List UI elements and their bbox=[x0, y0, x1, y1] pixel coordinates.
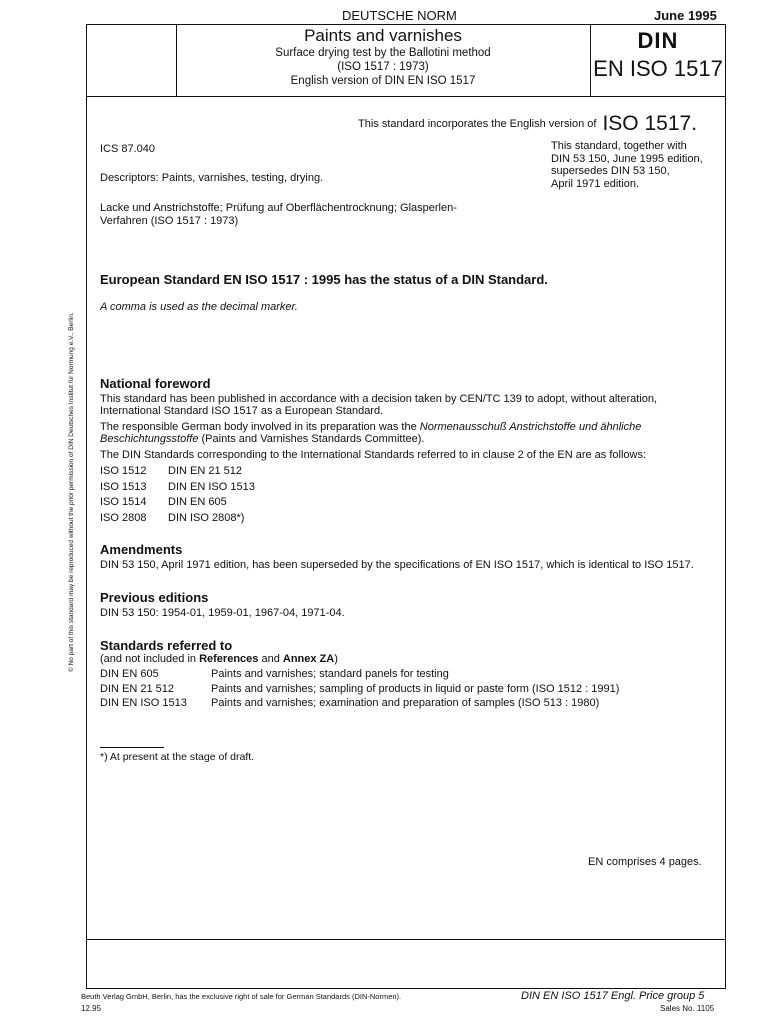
din-cell: DIN EN ISO 1513 bbox=[168, 480, 255, 493]
supersedes-line: This standard, together with bbox=[551, 140, 687, 152]
print-date: 12.95 bbox=[81, 1004, 102, 1013]
section-heading: Amendments bbox=[100, 542, 183, 557]
paragraph: DIN 53 150: 1954-01, 1959-01, 1967-04, 1971-04. bbox=[100, 606, 345, 619]
publisher-note: Beuth Verlag GmbH, Berlin, has the exclusive right of sale for German Standards (DIN-Normen). bbox=[81, 992, 402, 1001]
text-run: The responsible German body involved in its preparation was the bbox=[100, 420, 420, 433]
text-run: Annex ZA bbox=[282, 652, 335, 665]
header-divider bbox=[86, 96, 726, 97]
ics-code: ICS 87.040 bbox=[100, 143, 156, 155]
bottom-divider bbox=[86, 939, 726, 940]
table-row bbox=[100, 683, 712, 696]
page-count-note: EN comprises 4 pages. bbox=[588, 856, 702, 868]
paragraph: This standard has been published in accordance with a decision taken by CEN/TC 139 to adopt, without alteration, International Standard ISO 1517 as a European Standard. bbox=[100, 392, 658, 417]
din-cell: DIN ISO 2808*) bbox=[168, 511, 245, 524]
iso-cell: ISO 1512 bbox=[100, 465, 147, 477]
supersedes-line: DIN 53 150, June 1995 edition, bbox=[551, 152, 703, 165]
table-row bbox=[100, 496, 712, 509]
footnote: *) At present at the stage of draft. bbox=[100, 751, 255, 763]
supersedes-line: April 1971 edition. bbox=[551, 177, 640, 190]
sales-number: Sales No. 1105 bbox=[660, 1004, 715, 1013]
amendments-section bbox=[100, 544, 712, 574]
document-subtitle: Surface drying test by the Ballotini method bbox=[275, 47, 491, 59]
text-run: (Paints and Varnishes Standards Committee). bbox=[198, 433, 425, 445]
document-iso-ref: (ISO 1517 : 1973) bbox=[337, 61, 429, 73]
text-run: (and not included in bbox=[100, 652, 200, 665]
committee-name: Normenausschuß Anstrichstoffe und ähnliche Beschichtungsstoffe bbox=[100, 420, 642, 445]
supersedes-note bbox=[551, 140, 721, 190]
table-row bbox=[100, 697, 712, 710]
paragraph: DIN 53 150, April 1971 edition, has been superseded by the specifications of EN ISO 1517, which is identical to ISO 1517. bbox=[100, 558, 694, 571]
status-statement: European Standard EN ISO 1517 : 1995 has the status of a DIN Standard. bbox=[100, 272, 548, 287]
german-title: Lacke und Anstrichstoffe; Prüfung auf Oberflächentrocknung; Glasperlen-Verfahren (ISO 1517 : 1973) bbox=[100, 202, 457, 227]
incorporation-text: This standard incorporates the English version of bbox=[358, 118, 597, 130]
iso-cell: ISO 1514 bbox=[100, 496, 147, 508]
section-heading: National foreword bbox=[100, 376, 211, 391]
section-heading: Previous editions bbox=[100, 590, 209, 605]
title-cell: Paints and varnishes; sampling of products in liquid or paste form (ISO 1512 : 1991) bbox=[211, 682, 620, 695]
table-row bbox=[100, 668, 712, 681]
norm-label: DEUTSCHE NORM bbox=[342, 8, 457, 23]
standard-cell: DIN EN ISO 1513 bbox=[100, 697, 187, 709]
previous-editions-section bbox=[100, 592, 712, 622]
supersedes-line: supersedes DIN 53 150, bbox=[551, 165, 670, 177]
incorporation-iso: ISO 1517. bbox=[602, 112, 698, 135]
din-cell: DIN EN 605 bbox=[168, 496, 227, 508]
paragraph bbox=[100, 421, 712, 446]
title-cell: Paints and varnishes; examination and preparation of samples (ISO 513 : 1980) bbox=[211, 697, 600, 709]
text-run: and bbox=[258, 652, 283, 665]
paragraph bbox=[100, 653, 712, 666]
descriptors: Descriptors: Paints, varnishes, testing, drying. bbox=[100, 172, 324, 184]
section-heading: Standards referred to bbox=[100, 638, 233, 653]
standard-cell: DIN EN 605 bbox=[100, 668, 159, 680]
table-row bbox=[100, 481, 712, 494]
text-run: References bbox=[199, 652, 259, 665]
document-version: English version of DIN EN ISO 1517 bbox=[290, 75, 476, 87]
national-foreword-section bbox=[100, 378, 712, 524]
issue-date: June 1995 bbox=[654, 8, 717, 23]
paragraph: The DIN Standards corresponding to the International Standards referred to in clause 2 of the EN are as follows: bbox=[100, 448, 647, 461]
incorporation-note bbox=[358, 112, 697, 136]
document-title: Paints and varnishes bbox=[304, 26, 462, 45]
din-block bbox=[590, 30, 726, 82]
decimal-note: A comma is used as the decimal marker. bbox=[100, 301, 298, 313]
din-cell: DIN EN 21 512 bbox=[168, 465, 242, 477]
din-logo: DIN bbox=[637, 28, 679, 53]
table-row bbox=[100, 512, 712, 525]
footnote-divider bbox=[100, 747, 164, 748]
text-run: ) bbox=[334, 652, 338, 665]
standards-referred-section bbox=[100, 640, 712, 710]
table-row bbox=[100, 465, 712, 478]
standard-number: EN ISO 1517 bbox=[593, 56, 723, 81]
footer-document-id: DIN EN ISO 1517 Engl. Price group 5 bbox=[521, 990, 705, 1002]
iso-cell: ISO 2808 bbox=[100, 511, 147, 524]
title-cell: Paints and varnishes; standard panels for testing bbox=[211, 668, 449, 680]
standard-cell: DIN EN 21 512 bbox=[100, 682, 174, 695]
title-block bbox=[176, 26, 590, 88]
copyright-text: © No part of this standard may be reproduced without the prior permission of DIN Deutsches Institut für Normung e.V., Berlin. bbox=[68, 312, 75, 672]
iso-cell: ISO 1513 bbox=[100, 480, 147, 493]
